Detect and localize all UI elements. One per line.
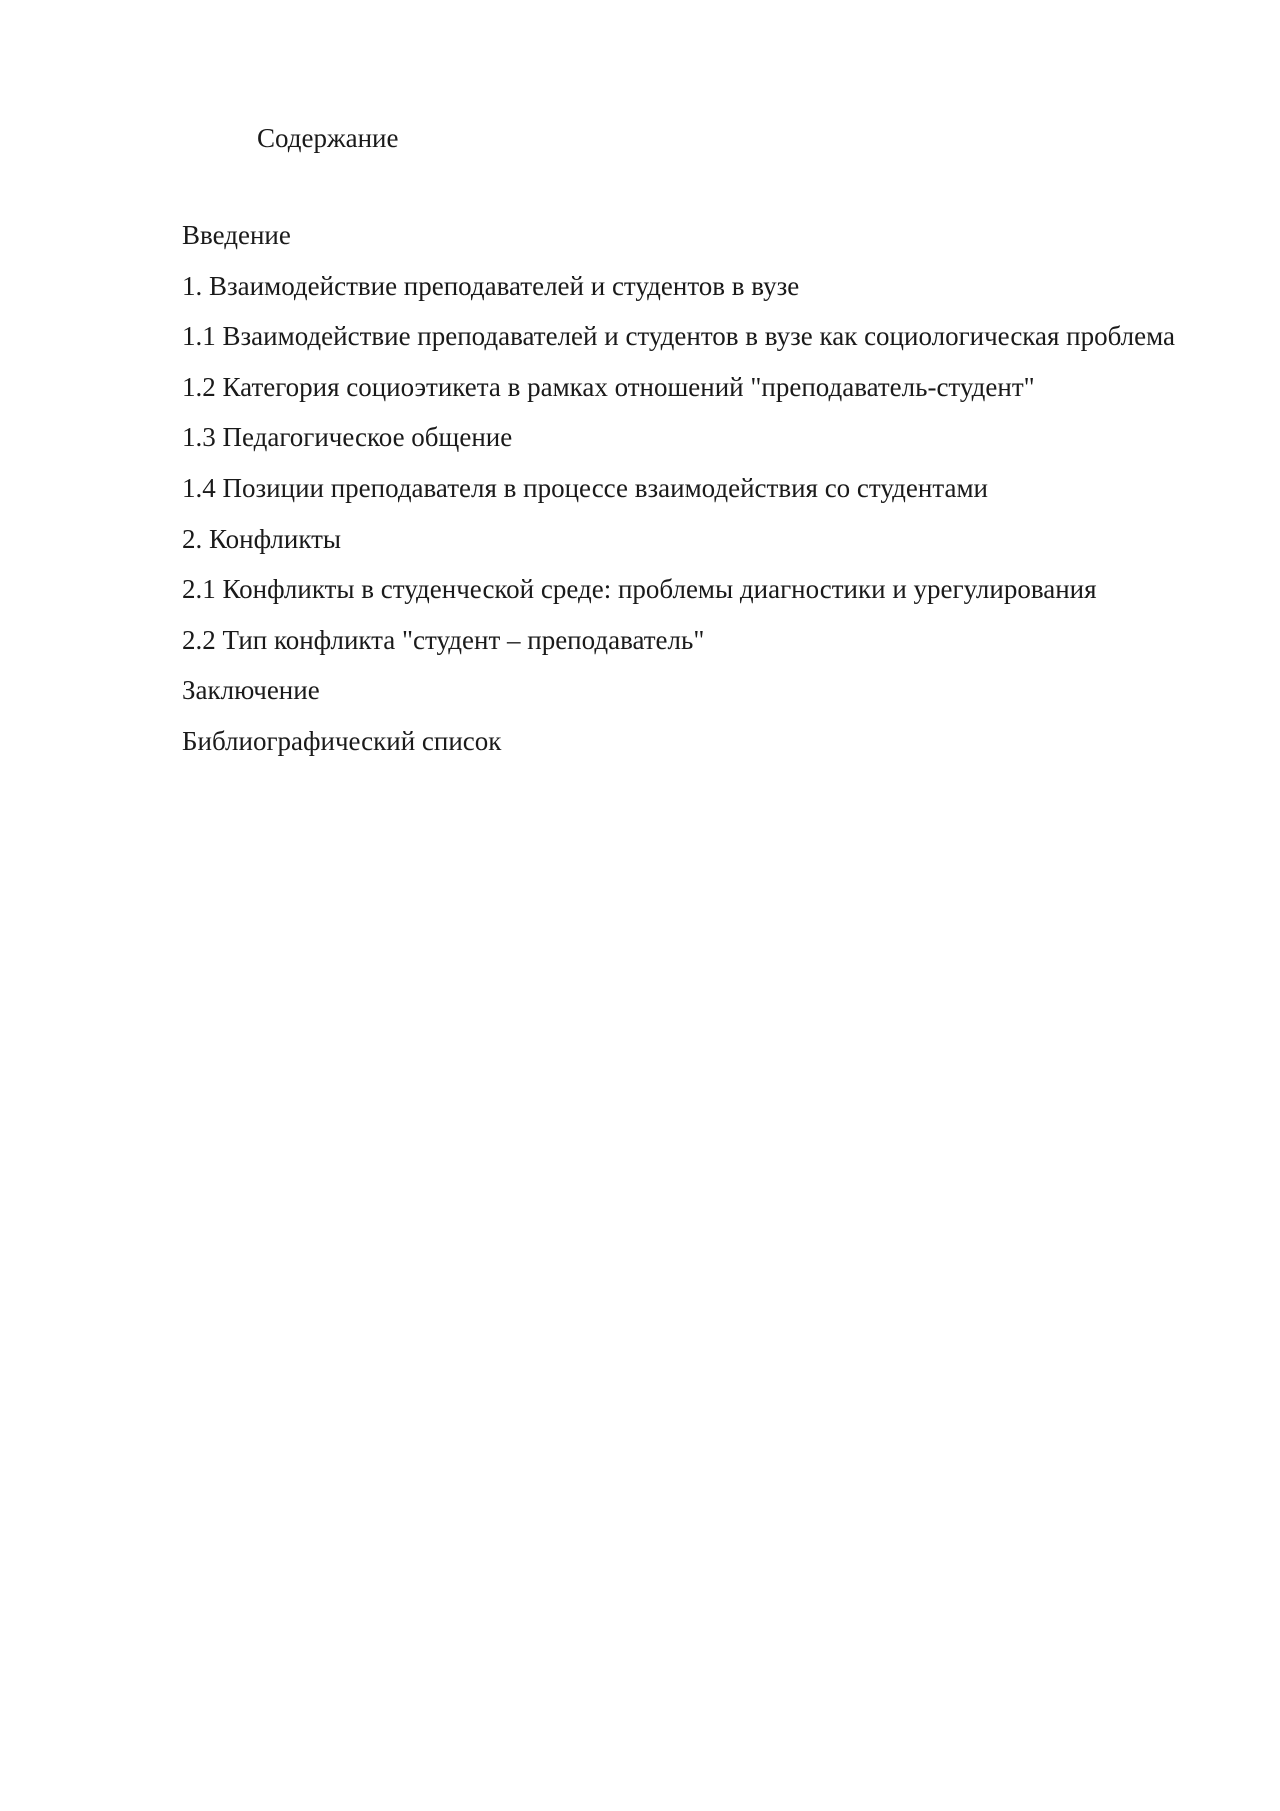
toc-item-section-1-4: 1.4 Позиции преподавателя в процессе взаимодействия со студентами (182, 472, 988, 503)
toc-item-section-2-1: 2.1 Конфликты в студенческой среде: проблемы диагностики и урегулирования (182, 574, 1097, 605)
toc-item-section-2: 2. Конфликты (182, 523, 342, 554)
toc-item-introduction: Введение (182, 220, 291, 250)
toc-item-section-1-3: 1.3 Педагогическое общение (182, 422, 513, 453)
table-of-contents (182, 210, 1182, 767)
toc-item-section-1: 1. Взаимодействие преподавателей и студентов в вузе (182, 270, 800, 301)
toc-item-section-1-1: 1.1 Взаимодействие преподавателей и студентов в вузе как социологическая проблема (182, 321, 1176, 352)
toc-item-conclusion: Заключение (182, 675, 320, 706)
page-title: Содержание (257, 123, 399, 153)
toc-item-bibliography: Библиографический список (182, 725, 502, 756)
toc-item-section-2-2: 2.2 Тип конфликта "студент – преподаватель" (182, 624, 705, 655)
toc-item-section-1-2: 1.2 Категория социоэтикета в рамках отношений "преподаватель-студент" (182, 371, 1035, 402)
